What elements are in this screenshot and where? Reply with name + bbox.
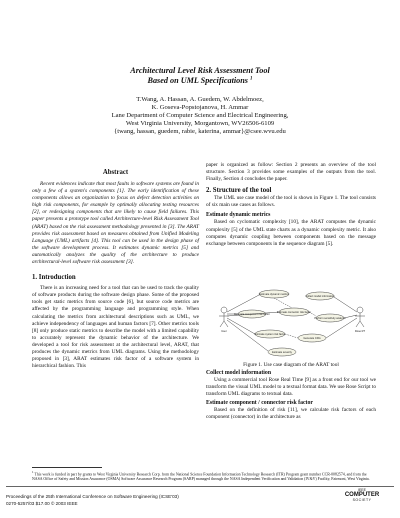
- title-footnote-mark: 1: [250, 76, 253, 82]
- section2-heading: 2. Structure of the tool: [206, 187, 272, 195]
- use-case-label: Estimate system risk factor: [254, 333, 286, 336]
- use-case-label: Estimate connector risk factor: [276, 311, 312, 314]
- section2-text: The UML use case model of the tool is shown in Figure 1. The tool consists of six main use cases as follows.: [206, 195, 376, 209]
- use-case-diagram: [212, 288, 372, 360]
- actor-label: Rose RT: [354, 330, 366, 333]
- estimate-dynamic-metrics-text: Based on cyclomatic complexity [10], the ARAT computes the dynamic complexity [5] of the UML state charts as a dynamic complexity metric. It also computes dynamic coupling between components based on the message exchange between components in the sequence diagram [5].: [206, 219, 376, 247]
- collect-model-heading: Collect model information: [206, 370, 272, 377]
- risk-factor-text: Based on the definition of risk [11], we calculate risk factors of each component (connector) in the architecture as: [206, 407, 376, 421]
- organization-paragraph: paper is organized as follow: Section 2 presents an overview of the tool structure. Section 3 provides some examples of the outputs from the tool. Finally, Section 4 concludes the paper.: [206, 162, 376, 183]
- logo-computer: COMPUTER: [344, 492, 380, 498]
- use-case-label: Collect model information: [305, 295, 335, 298]
- logo-ieee: IEEE: [358, 488, 366, 492]
- collect-model-text: Using a commercial tool Rose Real Time [9] as a front end for our tool we transform the visual UML model to a textual format data. We use Rose Script to transform UML diagrams to textual data.: [206, 377, 376, 398]
- footnote-mark: 1: [32, 470, 34, 474]
- footnote: [32, 470, 376, 482]
- authors-line2: K. Goseva-Popstojanova, H. Ammar: [151, 104, 249, 111]
- copyright-line: 0270-5257/03 $17.00 © 2003 IEEE: [6, 501, 78, 506]
- left-column: [32, 168, 199, 370]
- authors-line1: T.Wang, A. Hassan, A. Guedem, W. Abdelmoez,: [136, 96, 264, 103]
- footnote-rule: [32, 467, 102, 468]
- use-case-label: Estimate dynamic metrics: [259, 293, 289, 296]
- author-emails: {twang, hassan, guedem, rabie, katerina, ammar}@csee.wvu.edu: [114, 128, 286, 135]
- footer-rule: [6, 486, 394, 487]
- footnote-text: This work is funded in part by grants to West Virginia University Research Corp. from the National Science Foundation Information Technology Research (ITR) Program grant number CCR-0082574, and from the NASA Office of Safety and Mission Assurance (OSMA) Software Assurance Research Program (SARP) managed through the NASA Independent Verification and Validation (IV&V) Facility, Fairmont, West Virginia.: [32, 472, 370, 482]
- introduction-text: There is an increasing need for a tool that can be used to track the quality of software products during the software design phase. Some of the proposed tools get static metrics from source code [6], but source code metrics are affected by the programming language and programming style. When calculating the metrics from architectural descriptions such as UML, we achieve independency of languages and human factors [7]. Other metrics tools [8] only produce static metrics to describe the model with a limited capability to accurately represent the dynamic behavior of the architecture. We developed a tool for risk assessment at the architectural level, ARAT, that produces the dynamic metrics from UML diagrams. Using the methodology proposed in [3], ARAT estimates risk factor of a software system in hierarchical fashion. This: [32, 285, 199, 370]
- abstract-heading: Abstract: [102, 169, 129, 176]
- affiliation-line2: West Virginia University, Morgantown, WV26506-6109: [125, 120, 275, 127]
- use-case-label: Perform sensitivity analysis: [314, 317, 346, 320]
- right-column: [206, 162, 376, 248]
- use-case-label: Estimate severity: [272, 351, 292, 354]
- paper-title-line1: Architectural Level Risk Assessment Tool: [130, 66, 270, 75]
- figure1-caption: Figure 1. Use case diagram of the ARAT tool: [243, 362, 339, 368]
- proceedings-line: Proceedings of the 25th International Conference on Software Engineering (ICSE'03): [6, 494, 179, 499]
- actor-rose-rt-icon: [355, 307, 365, 327]
- estimate-dynamic-metrics-heading: Estimate dynamic metrics: [206, 212, 271, 219]
- risk-factor-heading: Estimate component / connector risk factor: [206, 400, 313, 407]
- paper-title-line2: Based on UML Specifications $^1$: [147, 76, 253, 85]
- use-case-label: Generate CDG: [303, 337, 321, 340]
- ieee-computer-society-logo: [342, 488, 382, 502]
- abstract-text: Recent evidences indicate that most faults in software systems are found in only a few of a system's components [1]. The early identification of these components allows an organization to focus on defect detection activities on high risk components, for example by optimally allocating testing resources [2], or redesigning components that are likely to cause field failures. This paper presents a prototype tool called Architecture-level Risk Assessment Tool (ARAT) based on the risk assessment methodology presented in [3]. The ARAT provides risk assessment based on measures obtained from Unified Modeling Language (UML) artifacts [4]. This tool can be used in the design phase of the software development process. It estimates dynamic metrics [5] and automatically analyzes the quality of the architecture to produce architectural-level software risk assessment [3].: [32, 181, 199, 266]
- right-column-lower: [206, 362, 376, 422]
- introduction-heading: 1. Introduction: [32, 274, 76, 282]
- logo-society: SOCIETY: [352, 498, 372, 502]
- actor-user-icon: [219, 307, 229, 327]
- actor-label: User: [221, 330, 227, 333]
- use-case-label: Estimate component risk factor: [234, 313, 270, 316]
- affiliation-line1: Lane Department of Computer Science and Electrical Engineering,: [111, 112, 289, 119]
